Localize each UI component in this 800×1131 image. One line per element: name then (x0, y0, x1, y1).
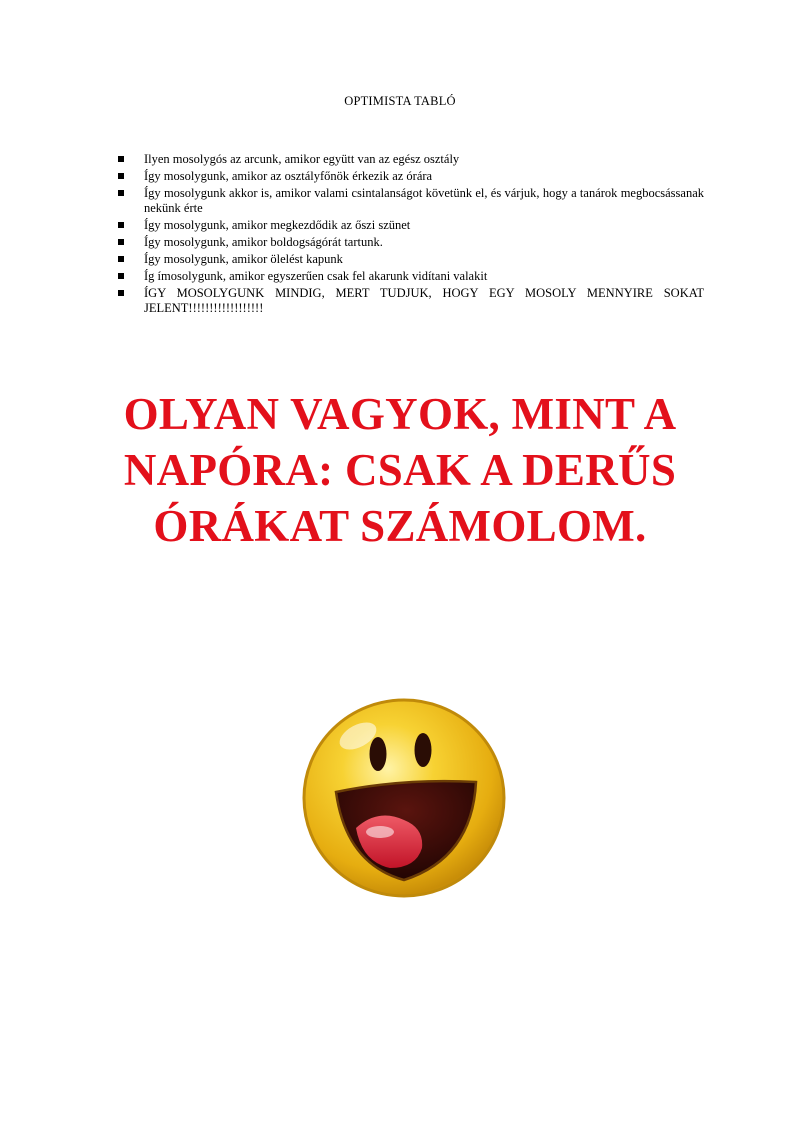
list-item-text: Így mosolygunk, amikor az osztályfőnök érkezik az órára (144, 169, 433, 183)
quote-line: NAPÓRA: CSAK A DERŰS (123, 445, 677, 495)
list-item (118, 186, 704, 216)
list-item (118, 269, 704, 284)
list-item-text: ÍGY MOSOLYGUNK MINDIG, MERT TUDJUK, HOGY EGY MOSOLY MENNYIRE SOKAT JELENT!!!!!!!!!!!!!!!!!! (144, 286, 704, 315)
list-item-text: Így mosolygunk, amikor ölelést kapunk (144, 252, 343, 266)
list-item-text: Így mosolygunk, amikor boldogságórát tartunk. (144, 235, 383, 249)
list-item-text: Íg ímosolygunk, amikor egyszerűen csak fel akarunk vidítani valakit (144, 269, 488, 283)
square-bullet-icon (118, 156, 124, 162)
square-bullet-icon (118, 239, 124, 245)
smiley-right-eye (415, 733, 432, 767)
list-item-text: Így mosolygunk akkor is, amikor valami csintalanságot követünk el, és várjuk, hogy a tanárok megbocsássanak nekünk érte (144, 186, 704, 215)
list-item (118, 286, 704, 316)
quote-line: OLYAN VAGYOK, MINT A (123, 389, 677, 439)
square-bullet-icon (118, 222, 124, 228)
quote-line: ÓRÁKAT SZÁMOLOM. (153, 501, 647, 551)
smiley-left-eye (370, 737, 387, 771)
list-item (118, 252, 704, 267)
list-item (118, 152, 704, 167)
smiley-balloon-icon (300, 696, 508, 900)
smiley-tongue-shine (366, 826, 394, 838)
square-bullet-icon (118, 173, 124, 179)
square-bullet-icon (118, 273, 124, 279)
square-bullet-icon (118, 190, 124, 196)
quote-heading (0, 386, 800, 554)
square-bullet-icon (118, 256, 124, 262)
list-item (118, 169, 704, 184)
document-title: OPTIMISTA TABLÓ (344, 94, 456, 108)
square-bullet-icon (118, 290, 124, 296)
list-item (118, 235, 704, 250)
bullet-list (118, 152, 704, 318)
list-item (118, 218, 704, 233)
list-item-text: Ilyen mosolygós az arcunk, amikor együtt van az egész osztály (144, 152, 460, 166)
list-item-text: Így mosolygunk, amikor megkezdődik az őszi szünet (144, 218, 411, 232)
